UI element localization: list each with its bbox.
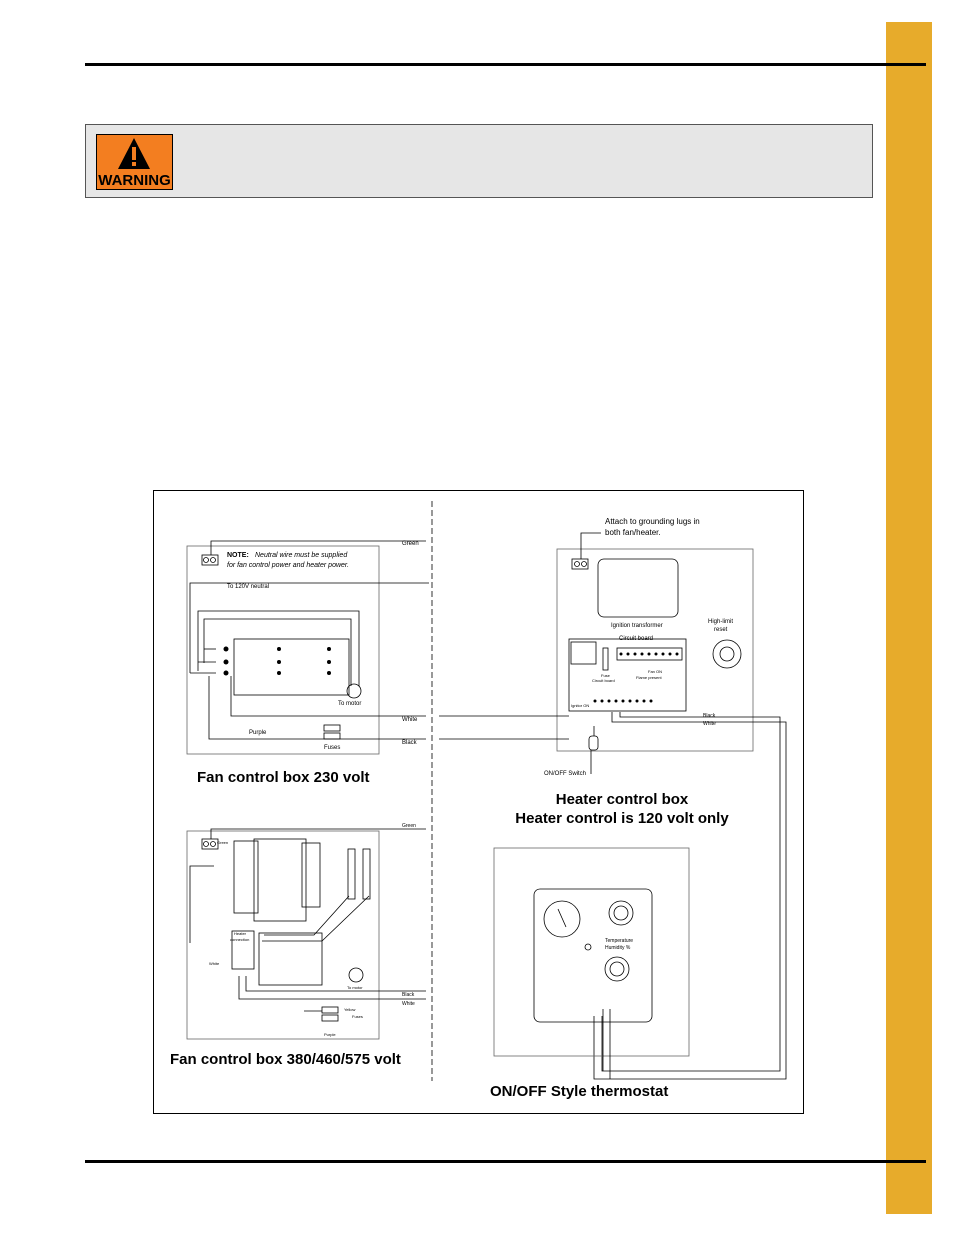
thermostat-temperature: Temperature bbox=[605, 938, 634, 944]
header-rule bbox=[85, 63, 926, 66]
fan230-caption: Fan control box 230 volt bbox=[197, 769, 370, 786]
heater-ignition: Ignition transformer bbox=[611, 623, 663, 629]
heater-circuit-board: Circuit board bbox=[619, 636, 654, 642]
fan380-yellow: Yellow bbox=[344, 1007, 356, 1012]
warning-icon bbox=[96, 134, 173, 190]
fan230-to-motor: To motor bbox=[338, 701, 362, 707]
heater-switch: ON/OFF Switch bbox=[544, 771, 587, 777]
heater-ground-note2: both fan/heater. bbox=[605, 528, 661, 537]
heater-black: Black bbox=[703, 713, 716, 719]
heater-caption-line2: Heater control is 120 volt only bbox=[515, 810, 729, 827]
fan380-fuses: Fuses bbox=[352, 1014, 363, 1019]
heater-flame-present: Flame present bbox=[636, 675, 662, 680]
fan230-neutral: To 120V neutral bbox=[227, 584, 270, 590]
fan380-white-left: White bbox=[209, 961, 220, 966]
footer-rule bbox=[85, 1160, 926, 1163]
fan380-caption: Fan control box 380/460/575 volt bbox=[170, 1051, 401, 1068]
heater-caption-line1: Heater control box bbox=[555, 791, 689, 808]
warning-box bbox=[85, 124, 873, 198]
fan380-purple: Purple bbox=[324, 1032, 336, 1037]
heater-high-limit2: reset bbox=[714, 627, 728, 633]
heater-ignitor-on: Ignitor ON bbox=[571, 703, 590, 708]
heater-circuit-board-small: Circuit board bbox=[592, 678, 615, 683]
wiring-diagram bbox=[153, 490, 804, 1114]
fan230-green: Green bbox=[402, 541, 419, 547]
fan380-heater-connection1: Heater bbox=[234, 931, 247, 936]
fan230-note-bold: NOTE: bbox=[227, 552, 249, 559]
heater-ground-note1: Attach to grounding lugs in bbox=[605, 517, 700, 526]
fan230-white: White bbox=[402, 717, 418, 723]
side-tab bbox=[886, 22, 932, 1214]
fan380-heater-connection2: connection bbox=[230, 937, 250, 942]
fan380-green-right: Green bbox=[402, 823, 416, 829]
fan230-fuses: Fuses bbox=[324, 745, 341, 751]
heater-fuse: Fuse bbox=[601, 673, 610, 678]
fan380-black: Black bbox=[402, 992, 415, 998]
fan230-note-text: Neutral wire must be supplied bbox=[255, 552, 348, 559]
fan230-note-text2: for fan control power and heater power. bbox=[227, 562, 349, 569]
fan230-purple: Purple bbox=[249, 730, 267, 736]
thermostat-caption: ON/OFF Style thermostat bbox=[490, 1083, 669, 1100]
heater-fan-on: Fan ON bbox=[648, 669, 663, 674]
fan380-to-motor: To motor bbox=[347, 985, 363, 990]
thermostat-humidity: Humidity % bbox=[605, 945, 631, 951]
warning-label: WARNING bbox=[98, 172, 171, 189]
fan380-green: Green bbox=[217, 840, 229, 845]
fan380-white: White bbox=[402, 1001, 415, 1007]
heater-white: White bbox=[703, 721, 716, 727]
heater-high-limit1: High-limit bbox=[708, 619, 734, 625]
fan230-black: Black bbox=[402, 740, 417, 746]
